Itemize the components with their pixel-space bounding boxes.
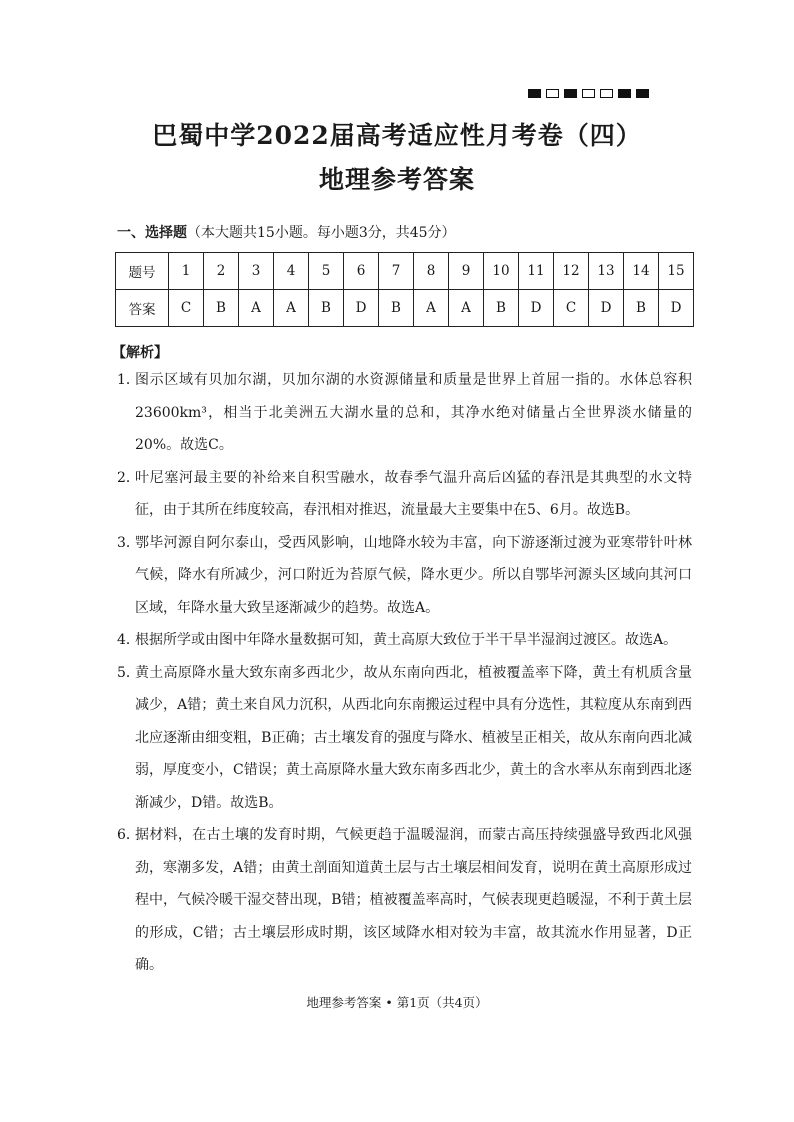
explanation-text: 叶尼塞河最主要的补给来自积雪融水，故春季气温升高后凶猛的春汛是其典型的水文特征，由于其所在纬度较高，春汛相对推迟，流量最大主要集中在5、6月。故选B。 xyxy=(135,469,692,518)
answer-cell: D xyxy=(344,290,379,327)
answer-cell: D xyxy=(659,290,694,327)
answer-cell: A xyxy=(449,290,484,327)
question-number-cell: 2 xyxy=(204,253,239,290)
explanation-text: 黄土高原降水量大致东南多西北少，故从东南向西北，植被覆盖率下降，黄土有机质含量减少，A错；黄土来自风力沉积，从西北向东南搬运过程中具有分选性，其粒度从东南到西北应逐渐由细变粗，B正确；古土壤发育的强度与降水、植被呈正相关，故从东南向西北减弱，厚度变小，C错误；黄土高原降水量大致东南多西北少，黄土的含水率从东南到西北逐渐减少，D错。故选B。 xyxy=(135,664,692,811)
explanation-number: 6． xyxy=(117,827,140,843)
mark-empty xyxy=(546,89,559,98)
explanation-number: 4． xyxy=(117,632,140,648)
answer-cell: D xyxy=(589,290,624,327)
explanation-item xyxy=(117,657,692,820)
explanation-number: 1． xyxy=(117,372,140,388)
mark-filled xyxy=(564,89,577,98)
mark-filled xyxy=(618,89,631,98)
answer-cell: C xyxy=(169,290,204,327)
answer-cell: A xyxy=(274,290,309,327)
number-row xyxy=(116,253,694,290)
explanation-text: 鄂毕河源自阿尔泰山，受西风影响，山地降水较为丰富，向下游逐渐过渡为亚寒带针叶林气候，降水有所减少，河口附近为苔原气候，降水更少。所以自鄂毕河源头区域向其河口区域，年降水量大致呈逐渐减少的趋势。故选A。 xyxy=(135,534,692,616)
analysis-label: 【解析】 xyxy=(112,345,168,361)
explanation-item xyxy=(117,462,692,527)
answer-cell: D xyxy=(519,290,554,327)
answer-cell: B xyxy=(379,290,414,327)
answer-cell: B xyxy=(624,290,659,327)
question-number-cell: 4 xyxy=(274,253,309,290)
row-label: 题号 xyxy=(116,253,169,290)
answer-row xyxy=(116,290,694,327)
question-number-cell: 9 xyxy=(449,253,484,290)
row-label: 答案 xyxy=(116,290,169,327)
page-footer: 地理参考答案 • 第1页（共4页） xyxy=(306,995,488,1010)
question-number-cell: 14 xyxy=(624,253,659,290)
question-number-cell: 5 xyxy=(309,253,344,290)
explanation-item xyxy=(117,624,692,657)
section-note: （本大题共15小题。每小题3分，共45分） xyxy=(187,225,456,241)
explanation-text: 据材料，在古土壤的发育时期，气候更趋于温暖湿润，而蒙古高压持续强盛导致西北风强劲，寒潮多发，A错；由黄土剖面知道黄土层与古土壤层相间发育，说明在黄土高原形成过程中，气候冷暖干湿交替出现，B错；植被覆盖率高时，气候表现更趋暖湿，不利于黄土层的形成，C错；古土壤层形成时期，该区域降水相对较为丰富，故其流水作用显著，D正确。 xyxy=(135,827,692,973)
explanation-number: 5． xyxy=(117,664,140,681)
answer-cell: B xyxy=(204,290,239,327)
question-number-cell: 10 xyxy=(484,253,519,290)
answer-cell: C xyxy=(554,290,589,327)
mark-filled xyxy=(636,89,649,98)
mark-empty xyxy=(600,89,613,98)
explanation-item xyxy=(117,527,692,625)
answer-table xyxy=(115,252,694,327)
question-number-cell: 3 xyxy=(239,253,274,290)
explanation-number: 2． xyxy=(117,469,140,486)
section-heading xyxy=(117,222,456,242)
explanation-item xyxy=(117,364,692,462)
page-title: 巴蜀中学2022届高考适应性月考卷（四） xyxy=(152,121,642,150)
question-number-cell: 6 xyxy=(344,253,379,290)
section-title: 一、选择题 xyxy=(117,225,187,241)
explanation-text: 图示区域有贝加尔湖，贝加尔湖的水资源储量和质量是世界上首屈一指的。水体总容积23600km³，相当于北美洲五大湖水量的总和，其净水绝对储量占全世界淡水储量的20%。故选C。 xyxy=(135,372,692,453)
question-number-cell: 15 xyxy=(659,253,694,290)
question-number-cell: 8 xyxy=(414,253,449,290)
question-number-cell: 12 xyxy=(554,253,589,290)
question-number-cell: 1 xyxy=(169,253,204,290)
explanation-item xyxy=(117,819,692,982)
question-number-cell: 7 xyxy=(379,253,414,290)
question-number-cell: 13 xyxy=(589,253,624,290)
explanations xyxy=(117,364,692,982)
answer-cell: B xyxy=(309,290,344,327)
explanation-text: 根据所学或由图中年降水量数据可知，黄土高原大致位于半干旱半湿润过渡区。故选A。 xyxy=(135,632,678,648)
answer-cell: A xyxy=(414,290,449,327)
corner-marks xyxy=(528,89,649,98)
answer-cell: B xyxy=(484,290,519,327)
question-number-cell: 11 xyxy=(519,253,554,290)
mark-empty xyxy=(582,89,595,98)
explanation-number: 3． xyxy=(117,534,140,551)
mark-filled xyxy=(528,89,541,98)
page-subtitle: 地理参考答案 xyxy=(318,165,475,194)
answer-cell: A xyxy=(239,290,274,327)
